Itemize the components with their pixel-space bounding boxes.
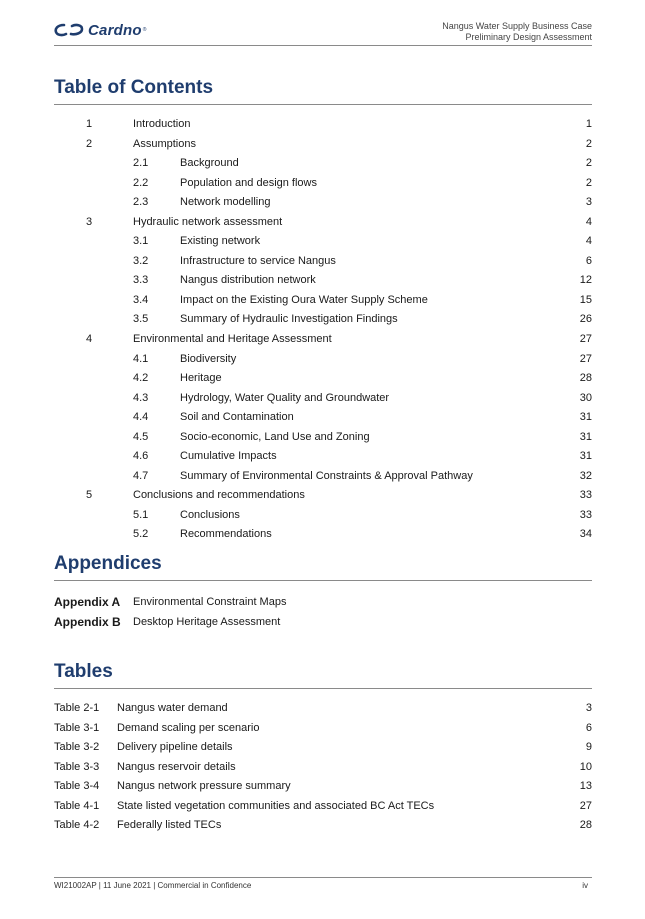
- tables-heading: Tables: [54, 661, 113, 682]
- logo-registered-mark: ®: [142, 27, 147, 33]
- toc-entry-page: 2: [585, 157, 592, 170]
- toc-entry[interactable]: [54, 350, 592, 370]
- toc-entry[interactable]: [54, 115, 592, 135]
- toc-entry[interactable]: [54, 271, 592, 291]
- table-entry-page: 3: [585, 702, 592, 714]
- toc-entry-page: 27: [579, 352, 592, 365]
- table-entry[interactable]: [54, 699, 592, 719]
- table-entry-title: Nangus network pressure summary: [117, 780, 291, 792]
- toc-entry[interactable]: [54, 428, 592, 448]
- toc-entry[interactable]: [54, 506, 592, 526]
- table-entry-title: Demand scaling per scenario: [117, 721, 260, 734]
- toc-entry[interactable]: [54, 389, 592, 409]
- logo-text: Cardno: [88, 21, 142, 39]
- tables-list: [54, 699, 592, 836]
- toc-entry[interactable]: [54, 291, 592, 311]
- toc-entry-title: Population and design flows: [180, 176, 317, 189]
- toc-entry-title: Hydrology, Water Quality and Groundwater: [180, 391, 390, 404]
- toc-entry-number: 3.1: [133, 235, 149, 248]
- toc-entry-title: Conclusions: [180, 508, 240, 521]
- toc-entry[interactable]: [54, 525, 592, 545]
- toc-entry-number: 3.4: [133, 293, 149, 306]
- toc-entry-title: Background: [180, 157, 239, 170]
- cardno-logo: [54, 20, 146, 40]
- toc-entry-page: 31: [579, 450, 592, 463]
- toc-entry[interactable]: [54, 369, 592, 389]
- appendices-divider: [54, 580, 592, 581]
- page-header: [54, 18, 592, 46]
- toc-entry-title: Network modelling: [180, 196, 271, 209]
- toc-entry[interactable]: [54, 330, 592, 350]
- toc-entry[interactable]: [54, 135, 592, 155]
- toc-entry[interactable]: [54, 213, 592, 233]
- toc-entry[interactable]: [54, 232, 592, 252]
- toc-entry-number: 4.1: [133, 352, 149, 365]
- page-footer: [54, 877, 592, 894]
- toc-entry-page: 3: [585, 196, 592, 209]
- toc-entry-title: Assumptions: [133, 137, 196, 150]
- table-entry-page: 9: [585, 741, 592, 753]
- toc-entry-page: 31: [579, 430, 592, 443]
- table-entry-page: 13: [579, 780, 592, 792]
- toc-entry[interactable]: [54, 408, 592, 428]
- table-entry-label: Table 4-2: [54, 819, 100, 831]
- table-entry-title: State listed vegetation communities and associated BC Act TECs: [117, 799, 435, 812]
- toc-entry-title: Cumulative Impacts: [180, 450, 277, 463]
- table-entry-label: Table 2-1: [54, 702, 100, 714]
- toc-entry-number: 2.1: [133, 157, 149, 170]
- table-entry-page: 27: [579, 799, 592, 812]
- appendix-title: Desktop Heritage Assessment: [133, 616, 281, 628]
- table-entry-title: Federally listed TECs: [117, 819, 222, 831]
- table-entry-label: Table 3-1: [54, 721, 100, 734]
- toc-entry[interactable]: [54, 467, 592, 487]
- header-project-subtitle: Preliminary Design Assessment: [465, 32, 592, 42]
- table-entry-title: Delivery pipeline details: [117, 741, 233, 753]
- toc-entry-page: 27: [579, 333, 592, 346]
- toc-entry-page: 4: [585, 215, 592, 228]
- toc-entry-number: 3: [86, 215, 93, 228]
- toc-entry-page: 1: [585, 118, 592, 130]
- toc-entry[interactable]: [54, 154, 592, 174]
- toc-entry-number: 2.2: [133, 176, 149, 189]
- toc-entry-number: 4.2: [133, 372, 149, 385]
- table-entry-label: Table 3-4: [54, 780, 100, 792]
- toc-entry-page: 2: [585, 176, 592, 189]
- toc-entry-title: Soil and Contamination: [180, 411, 294, 424]
- table-entry-title: Nangus water demand: [117, 702, 228, 714]
- toc-entry-title: Summary of Environmental Constraints & Approval Pathway: [180, 469, 473, 482]
- toc-entry-number: 4.7: [133, 469, 149, 482]
- toc-entry[interactable]: [54, 447, 592, 467]
- toc-entry-page: 15: [579, 293, 592, 306]
- toc-entry-number: 5.2: [133, 528, 149, 541]
- appendix-title: Environmental Constraint Maps: [133, 596, 287, 608]
- toc-entry-page: 33: [579, 508, 592, 521]
- toc-entry-number: 5: [86, 489, 93, 502]
- appendix-entry[interactable]: [54, 612, 592, 632]
- toc-entry-page: 28: [579, 372, 592, 385]
- toc-entry-page: 34: [579, 528, 592, 541]
- toc-entry-number: 3.2: [133, 254, 149, 267]
- footer-page-number: iv: [582, 881, 588, 890]
- tables-divider: [54, 688, 592, 689]
- toc-entry-title: Conclusions and recommendations: [133, 489, 305, 502]
- toc-entry-number: 1: [86, 118, 93, 130]
- appendices-list: [54, 592, 592, 632]
- table-entry[interactable]: [54, 816, 592, 836]
- toc-entry-number: 2.3: [133, 196, 149, 209]
- header-project-info: [442, 21, 592, 43]
- toc-entry-title: Heritage: [180, 372, 222, 385]
- toc-entry[interactable]: [54, 486, 592, 506]
- toc-entry-page: 26: [579, 313, 592, 326]
- toc-entry-page: 12: [579, 274, 592, 287]
- table-entry-label: Table 3-3: [54, 760, 100, 773]
- footer-document-info: WI21002AP | 11 June 2021 | Commercial in Confidence: [54, 881, 252, 890]
- toc-entry-title: Existing network: [180, 235, 261, 248]
- toc-entry[interactable]: [54, 193, 592, 213]
- toc-entry-page: 2: [585, 137, 592, 150]
- toc-entry-number: 2: [86, 137, 93, 150]
- table-entry-page: 6: [585, 721, 592, 734]
- table-entry[interactable]: [54, 777, 592, 797]
- toc-entry[interactable]: [54, 310, 592, 330]
- toc-entry-title: Impact on the Existing Oura Water Supply Scheme: [180, 293, 428, 306]
- toc-divider: [54, 104, 592, 105]
- toc-heading: Table of Contents: [54, 77, 214, 98]
- toc-entry[interactable]: [54, 252, 592, 272]
- toc-entry-number: 4.4: [133, 411, 149, 424]
- toc-entry-title: Socio-economic, Land Use and Zoning: [180, 430, 370, 443]
- table-entry-page: 10: [579, 760, 592, 773]
- toc-entry-page: 31: [579, 411, 592, 424]
- table-entry-label: Table 3-2: [54, 741, 100, 753]
- toc-entry-page: 6: [585, 254, 592, 267]
- toc-entry-number: 4.5: [133, 430, 149, 443]
- toc-entry-title: Hydraulic network assessment: [133, 215, 283, 228]
- toc-entry-title: Nangus distribution network: [180, 274, 316, 287]
- toc-entry-number: 3.3: [133, 274, 149, 287]
- toc-entry-number: 3.5: [133, 313, 149, 326]
- table-entry[interactable]: [54, 719, 592, 739]
- cardno-swoosh-icon: [54, 23, 84, 37]
- toc-entry-number: 4.6: [133, 450, 149, 463]
- appendix-label: Appendix A: [54, 595, 121, 609]
- toc-entry-number: 4: [86, 333, 93, 346]
- table-entry[interactable]: [54, 738, 592, 758]
- toc-entry-page: 32: [579, 469, 592, 482]
- table-entry[interactable]: [54, 797, 592, 817]
- toc-entry-page: 4: [585, 235, 592, 248]
- table-entry-title: Nangus reservoir details: [117, 760, 236, 773]
- toc-entry[interactable]: [54, 174, 592, 194]
- appendix-label: Appendix B: [54, 615, 121, 629]
- toc-entry-title: Introduction: [133, 118, 191, 130]
- table-entry-page: 28: [579, 819, 592, 831]
- toc-entry-title: Summary of Hydraulic Investigation Findings: [180, 313, 398, 326]
- toc-entry-title: Environmental and Heritage Assessment: [133, 333, 332, 346]
- toc-entry-page: 30: [579, 391, 592, 404]
- toc-entry-number: 5.1: [133, 508, 149, 521]
- table-entry-label: Table 4-1: [54, 799, 100, 812]
- toc-entry-title: Biodiversity: [180, 352, 237, 365]
- toc-entry-title: Recommendations: [180, 528, 272, 541]
- header-project-title: Nangus Water Supply Business Case: [442, 21, 592, 31]
- table-entry[interactable]: [54, 758, 592, 778]
- toc-entry-number: 4.3: [133, 391, 149, 404]
- toc-entry-title: Infrastructure to service Nangus: [180, 254, 336, 267]
- appendices-heading: Appendices: [54, 553, 162, 574]
- appendix-entry[interactable]: [54, 592, 592, 612]
- toc-entry-page: 33: [579, 489, 592, 502]
- toc-list: [54, 115, 592, 545]
